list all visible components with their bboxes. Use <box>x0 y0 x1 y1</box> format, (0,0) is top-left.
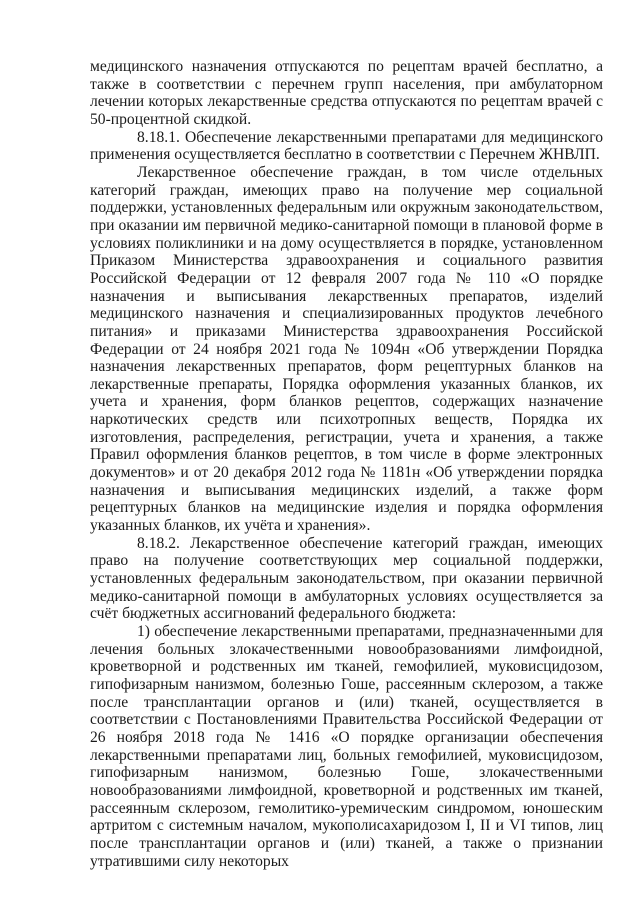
document-page <box>90 58 603 870</box>
paragraph-8-18-2: 8.18.2. Лекарственное обеспечение категорий граждан, имеющих право на получение соответствующих мер социальной поддержки, установленных федеральным законодательством, при оказании первичной медико-санитарной помощи в амбулаторных условиях осуществляется за счёт бюджетных ассигнований федерального бюджета: <box>90 534 603 623</box>
paragraph-drug-provision: Лекарственное обеспечение граждан, в том числе отдельных категорий граждан, имеющих право на получение мер социальной поддержки, установленных федеральным или окружным законодательством, при оказании им первичной медико-санитарной помощи в плановой форме в условиях поликлиники и на дому осуществляется в порядке, установленном Приказом Министерства здравоохранения и социального развития Российской Федерации от 12 февраля 2007 года № 110 «О порядке назначения и выписывания лекарственных препаратов, изделий медицинского назначения и специализированных продуктов лечебного питания» и приказами Министерства здравоохранения Российской Федерации от 24 ноября 2021 года № 1094н «Об утверждении Порядка назначения лекарственных препаратов, форм рецептурных бланков на лекарственные препараты, Порядка оформления указанных бланков, их учета и хранения, форм бланков рецептов, содержащих назначение наркотических средств или психотропных веществ, Порядка их изготовления, распределения, регистрации, учета и хранения, а также Правил оформления бланков рецептов, в том числе в форме электронных документов» и от 20 декабря 2012 года № 1181н «Об утверждении порядка назначения и выписывания медицинских изделий, а также форм рецептурных бланков на медицинские изделия и порядка оформления указанных бланков, их учёта и хранения». <box>90 163 603 535</box>
paragraph-item-1: 1) обеспечение лекарственными препаратами, предназначенными для лечения больных злокачественными новообразованиями лимфоидной, кроветворной и родственных им тканей, гемофилией, муковисцидозом, гипофизарным нанизмом, болезнью Гоше, рассеянным склерозом, а также после трансплантации органов и (или) тканей, осуществляется в соответствии с Постановлениями Правительства Российской Федерации от 26 ноября 2018 года № 1416 «О порядке организации обеспечения лекарственными препаратами лиц, больных гемофилией, муковисцидозом, гипофизарным нанизмом, болезнью Гоше, злокачественными новообразованиями лимфоидной, кроветворной и родственных им тканей, рассеянным склерозом, гемолитико-уремическим синдромом, юношеским артритом с системным началом, мукополисахаридозом I, II и VI типов, лиц после трансплантации органов и (или) тканей, а также о признании утратившими силу некоторых <box>90 623 603 870</box>
paragraph-continuation: медицинского назначения отпускаются по рецептам врачей бесплатно, а также в соответствии с перечнем групп населения, при амбулаторном лечении которых лекарственные средства отпускаются по рецептам врачей с 50-процентной скидкой. <box>90 58 603 128</box>
paragraph-8-18-1: 8.18.1. Обеспечение лекарственными препаратами для медицинского применения осуществляется бесплатно в соответствии с Перечнем ЖНВЛП. <box>90 128 603 164</box>
